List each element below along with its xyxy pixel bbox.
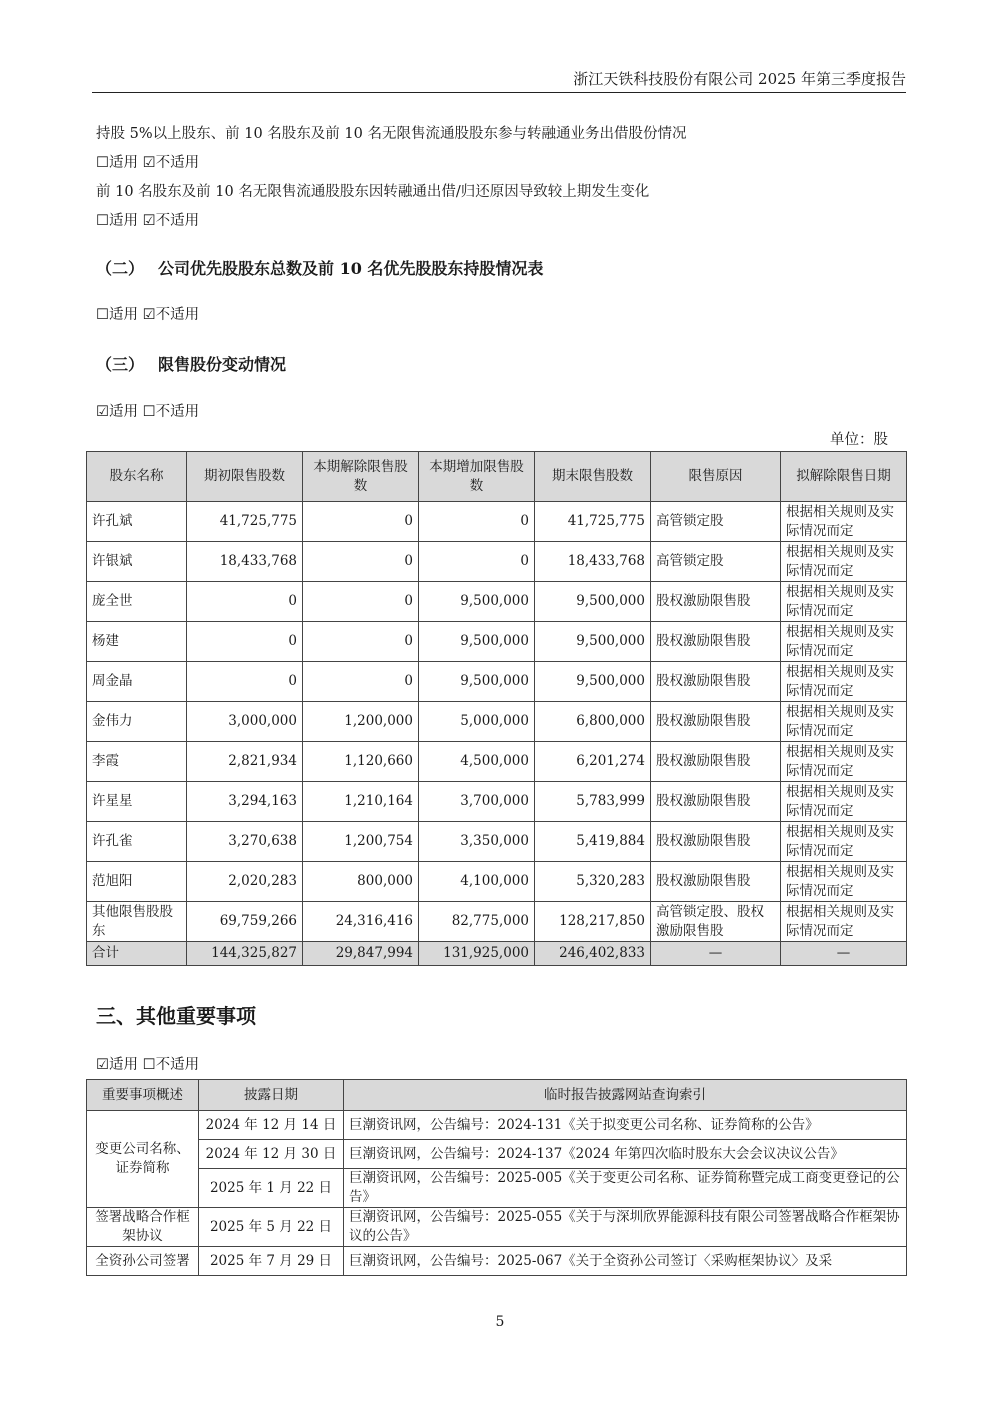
table-cell: 6,800,000	[535, 702, 651, 742]
table-cell: 1,200,754	[303, 822, 419, 862]
table-cell: 0	[303, 502, 419, 542]
col-header-closing: 期末限售股数	[535, 452, 651, 502]
table-cell: 0	[187, 662, 303, 702]
table-row	[87, 622, 907, 662]
event-index-cell: 巨潮资讯网，公告编号：2025-055《关于与深圳欣界能源科技有限公司签署战略合作框架协议的公告》	[344, 1208, 907, 1247]
table-row	[87, 582, 907, 622]
page-header	[92, 66, 906, 93]
table-cell: 高管锁定股	[651, 502, 781, 542]
event-summary-cell: 签署战略合作框架协议	[87, 1208, 199, 1247]
event-date-cell: 2025 年 5 月 22 日	[199, 1208, 344, 1247]
part-3-applicability: ☑适用 ☐不适用	[96, 1057, 200, 1073]
table-cell: 3,000,000	[187, 702, 303, 742]
table-row	[87, 1169, 907, 1208]
section-3-applicability: ☑适用 ☐不适用	[96, 404, 200, 420]
total-cell: 131,925,000	[419, 942, 535, 966]
table-cell: 18,433,768	[187, 542, 303, 582]
section-2-heading	[96, 256, 543, 279]
event-index-cell: 巨潮资讯网，公告编号：2025-067《关于全资孙公司签订〈采购框架协议〉及采	[344, 1247, 907, 1276]
event-summary-cell: 全资孙公司签署	[87, 1247, 199, 1276]
table-cell: 2,020,283	[187, 862, 303, 902]
section-3-title: 限售股份变动情况	[158, 355, 287, 374]
event-index-cell: 巨潮资讯网，公告编号：2024-137《2024 年第四次临时股东大会会议决议公告》	[344, 1140, 907, 1169]
table-cell: 18,433,768	[535, 542, 651, 582]
table-cell: 根据相关规则及实际情况而定	[781, 902, 907, 942]
table-cell: 0	[303, 542, 419, 582]
section-2-number: （二）	[96, 259, 145, 278]
table-cell: 800,000	[303, 862, 419, 902]
table-cell: 股权激励限售股	[651, 662, 781, 702]
table-cell: 股权激励限售股	[651, 862, 781, 902]
table-cell: 41,725,775	[187, 502, 303, 542]
table-cell: 股权激励限售股	[651, 702, 781, 742]
table-cell: 1,120,660	[303, 742, 419, 782]
table-cell: 3,700,000	[419, 782, 535, 822]
table-cell: 高管锁定股	[651, 542, 781, 582]
total-cell: 144,325,827	[187, 942, 303, 966]
table-cell: 9,500,000	[535, 582, 651, 622]
total-cell: 246,402,833	[535, 942, 651, 966]
table-cell: 41,725,775	[535, 502, 651, 542]
table-cell: 庞全世	[87, 582, 187, 622]
table-cell: 9,500,000	[535, 662, 651, 702]
table-cell: 根据相关规则及实际情况而定	[781, 702, 907, 742]
col-header-added: 本期增加限售股数	[419, 452, 535, 502]
table-cell: 金伟力	[87, 702, 187, 742]
table-row	[87, 1140, 907, 1169]
table-cell: 范旭阳	[87, 862, 187, 902]
table-cell: 4,500,000	[419, 742, 535, 782]
table-row	[87, 902, 907, 942]
table-row	[87, 862, 907, 902]
table-cell: 5,000,000	[419, 702, 535, 742]
table-header-row	[87, 452, 907, 502]
table-cell: 许孔斌	[87, 502, 187, 542]
paragraph-lending-change: 前 10 名股东及前 10 名无限售流通股股东因转融通出借/归还原因导致较上期发生变化	[96, 184, 650, 200]
col-header-date: 披露日期	[199, 1080, 344, 1111]
total-cell: —	[651, 942, 781, 966]
table-cell: 根据相关规则及实际情况而定	[781, 662, 907, 702]
event-date-cell: 2024 年 12 月 14 日	[199, 1111, 344, 1140]
paragraph-lending: 持股 5%以上股东、前 10 名股东及前 10 名无限售流通股股东参与转融通业务出借股份情况	[96, 126, 687, 142]
total-cell: 29,847,994	[303, 942, 419, 966]
col-header-reason: 限售原因	[651, 452, 781, 502]
section-3-number: （三）	[96, 355, 145, 374]
table-cell: 9,500,000	[419, 582, 535, 622]
table-header-row	[87, 1080, 907, 1111]
table-cell: 0	[303, 662, 419, 702]
table-cell: 1,210,164	[303, 782, 419, 822]
table-row	[87, 702, 907, 742]
table-row	[87, 742, 907, 782]
table-row	[87, 782, 907, 822]
section-2-title: 公司优先股股东总数及前 10 名优先股股东持股情况表	[158, 259, 544, 278]
table-cell: 0	[187, 622, 303, 662]
table-cell: 9,500,000	[535, 622, 651, 662]
table-cell: 许孔雀	[87, 822, 187, 862]
unit-label: 单位：股	[830, 432, 888, 448]
table-cell: 9,500,000	[419, 662, 535, 702]
event-summary-cell: 变更公司名称、证券简称	[87, 1111, 199, 1208]
table-cell: 3,350,000	[419, 822, 535, 862]
total-cell: —	[781, 942, 907, 966]
important-events-table	[86, 1079, 907, 1276]
col-header-index: 临时报告披露网站查询索引	[344, 1080, 907, 1111]
table-cell: 许银斌	[87, 542, 187, 582]
table-cell: 根据相关规则及实际情况而定	[781, 742, 907, 782]
header-title: 浙江天铁科技股份有限公司 2025 年第三季度报告	[573, 70, 906, 88]
table-cell: 杨建	[87, 622, 187, 662]
table-cell: 9,500,000	[419, 622, 535, 662]
event-date-cell: 2024 年 12 月 30 日	[199, 1140, 344, 1169]
lending-applicability: ☐适用 ☑不适用	[96, 155, 200, 171]
table-cell: 许星星	[87, 782, 187, 822]
table-cell: 4,100,000	[419, 862, 535, 902]
table-cell: 股权激励限售股	[651, 822, 781, 862]
table-cell: 5,320,283	[535, 862, 651, 902]
section-2-applicability: ☐适用 ☑不适用	[96, 307, 200, 323]
table-cell: 3,270,638	[187, 822, 303, 862]
table-cell: 根据相关规则及实际情况而定	[781, 862, 907, 902]
table-cell: 高管锁定股、股权激励限售股	[651, 902, 781, 942]
table-cell: 根据相关规则及实际情况而定	[781, 822, 907, 862]
event-date-cell: 2025 年 7 月 29 日	[199, 1247, 344, 1276]
part-3-heading: 三、其他重要事项	[96, 1004, 256, 1028]
col-header-released: 本期解除限售股数	[303, 452, 419, 502]
table-cell: 128,217,850	[535, 902, 651, 942]
table-cell: 82,775,000	[419, 902, 535, 942]
table-cell: 其他限售股股东	[87, 902, 187, 942]
table-cell: 5,419,884	[535, 822, 651, 862]
table-row	[87, 1208, 907, 1247]
table-cell: 根据相关规则及实际情况而定	[781, 582, 907, 622]
table-cell: 股权激励限售股	[651, 782, 781, 822]
col-header-release-date: 拟解除限售日期	[781, 452, 907, 502]
table-cell: 69,759,266	[187, 902, 303, 942]
table-cell: 0	[419, 542, 535, 582]
page-number: 5	[495, 1314, 505, 1330]
table-cell: 股权激励限售股	[651, 742, 781, 782]
col-header-shareholder: 股东名称	[87, 452, 187, 502]
table-cell: 李霞	[87, 742, 187, 782]
table-row	[87, 662, 907, 702]
total-cell: 合计	[87, 942, 187, 966]
event-date-cell: 2025 年 1 月 22 日	[199, 1169, 344, 1208]
table-cell: 根据相关规则及实际情况而定	[781, 782, 907, 822]
table-cell: 根据相关规则及实际情况而定	[781, 622, 907, 662]
table-cell: 股权激励限售股	[651, 622, 781, 662]
table-cell: 周金晶	[87, 662, 187, 702]
table-cell: 0	[303, 622, 419, 662]
table-row	[87, 542, 907, 582]
table-row	[87, 502, 907, 542]
table-cell: 2,821,934	[187, 742, 303, 782]
col-header-summary: 重要事项概述	[87, 1080, 199, 1111]
table-cell: 根据相关规则及实际情况而定	[781, 502, 907, 542]
section-3-heading	[96, 352, 286, 375]
table-cell: 6,201,274	[535, 742, 651, 782]
table-cell: 1,200,000	[303, 702, 419, 742]
col-header-opening: 期初限售股数	[187, 452, 303, 502]
lending-change-applicability: ☐适用 ☑不适用	[96, 213, 200, 229]
table-row	[87, 1111, 907, 1140]
table-cell: 0	[303, 582, 419, 622]
restricted-shares-table	[86, 451, 907, 966]
table-cell: 根据相关规则及实际情况而定	[781, 542, 907, 582]
table-cell: 0	[187, 582, 303, 622]
table-row	[87, 1247, 907, 1276]
table-cell: 股权激励限售股	[651, 582, 781, 622]
event-index-cell: 巨潮资讯网，公告编号：2025-005《关于变更公司名称、证券简称暨完成工商变更登记的公告》	[344, 1169, 907, 1208]
table-total-row	[87, 942, 907, 966]
table-cell: 24,316,416	[303, 902, 419, 942]
table-row	[87, 822, 907, 862]
table-cell: 0	[419, 502, 535, 542]
table-cell: 5,783,999	[535, 782, 651, 822]
table-cell: 3,294,163	[187, 782, 303, 822]
event-index-cell: 巨潮资讯网，公告编号：2024-131《关于拟变更公司名称、证券简称的公告》	[344, 1111, 907, 1140]
